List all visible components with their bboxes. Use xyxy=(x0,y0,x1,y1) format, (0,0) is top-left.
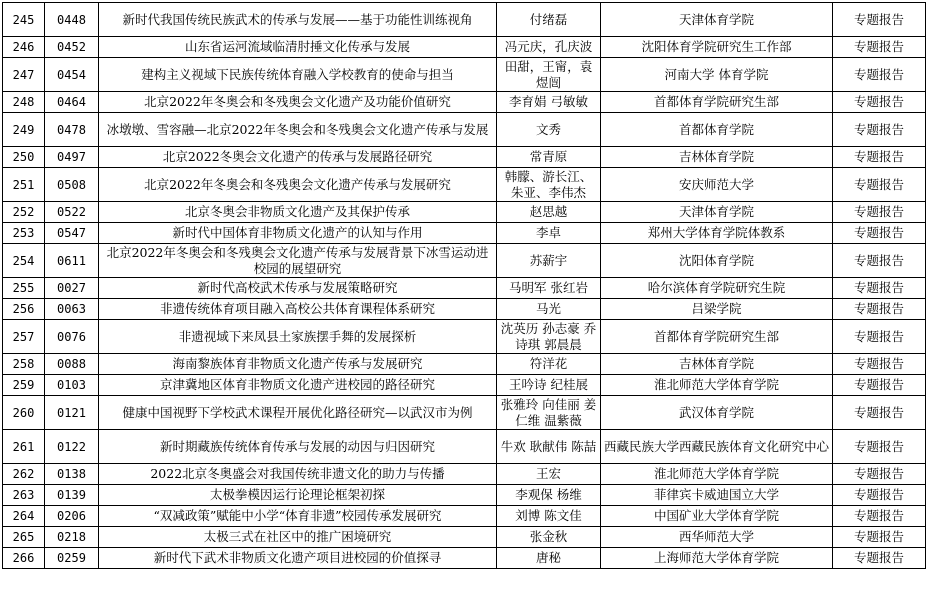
institution-cell: 吉林体育学院 xyxy=(601,147,833,168)
report-type-cell: 专题报告 xyxy=(833,3,926,37)
institution-cell: 安庆师范大学 xyxy=(601,168,833,202)
row-number-cell: 264 xyxy=(3,506,45,527)
row-number-cell: 261 xyxy=(3,430,45,464)
report-type-cell: 专题报告 xyxy=(833,320,926,354)
paper-id-cell: 0452 xyxy=(45,37,99,58)
table-row xyxy=(3,58,926,92)
institution-cell: 武汉体育学院 xyxy=(601,396,833,430)
report-type-cell: 专题报告 xyxy=(833,299,926,320)
row-number-cell: 260 xyxy=(3,396,45,430)
report-type-cell: 专题报告 xyxy=(833,375,926,396)
paper-id-cell: 0508 xyxy=(45,168,99,202)
report-type-cell: 专题报告 xyxy=(833,485,926,506)
author-cell: 沈英历 孙志豪 乔诗琪 郭晨晨 xyxy=(497,320,601,354)
row-number-cell: 262 xyxy=(3,464,45,485)
paper-id-cell: 0478 xyxy=(45,113,99,147)
author-cell: 唐秘 xyxy=(497,548,601,569)
paper-title-cell: 山东省运河流域临清肘捶文化传承与发展 xyxy=(99,37,497,58)
row-number-cell: 255 xyxy=(3,278,45,299)
paper-title-cell: 新时代中国体育非物质文化遗产的认知与作用 xyxy=(99,223,497,244)
paper-id-cell: 0122 xyxy=(45,430,99,464)
paper-title-cell: 海南黎族体育非物质文化遗产传承与发展研究 xyxy=(99,354,497,375)
paper-id-cell: 0139 xyxy=(45,485,99,506)
institution-cell: 吉林体育学院 xyxy=(601,354,833,375)
institution-cell: 西藏民族大学西藏民族体育文化研究中心 xyxy=(601,430,833,464)
paper-title-cell: 太极三式在社区中的推广困境研究 xyxy=(99,527,497,548)
author-cell: 符洋花 xyxy=(497,354,601,375)
paper-title-cell: 北京2022冬奥会文化遗产的传承与发展路径研究 xyxy=(99,147,497,168)
institution-cell: 沈阳体育学院研究生工作部 xyxy=(601,37,833,58)
table-row xyxy=(3,168,926,202)
author-cell: 王宏 xyxy=(497,464,601,485)
institution-cell: 首都体育学院研究生部 xyxy=(601,92,833,113)
institution-cell: 郑州大学体育学院体教系 xyxy=(601,223,833,244)
paper-title-cell: 建构主义视域下民族传统体育融入学校教育的使命与担当 xyxy=(99,58,497,92)
report-type-cell: 专题报告 xyxy=(833,396,926,430)
report-type-cell: 专题报告 xyxy=(833,527,926,548)
table-row xyxy=(3,527,926,548)
paper-title-cell: 太极拳模因运行论理论框架初探 xyxy=(99,485,497,506)
paper-id-cell: 0206 xyxy=(45,506,99,527)
report-type-cell: 专题报告 xyxy=(833,58,926,92)
author-cell: 田甜，王甯，袁煜闿 xyxy=(497,58,601,92)
paper-id-cell: 0076 xyxy=(45,320,99,354)
author-cell: 牛欢 耿献伟 陈喆 xyxy=(497,430,601,464)
row-number-cell: 265 xyxy=(3,527,45,548)
report-type-cell: 专题报告 xyxy=(833,168,926,202)
institution-cell: 首都体育学院 xyxy=(601,113,833,147)
institution-cell: 天津体育学院 xyxy=(601,3,833,37)
paper-title-cell: 2022北京冬奥盛会对我国传统非遗文化的助力与传播 xyxy=(99,464,497,485)
institution-cell: 沈阳体育学院 xyxy=(601,244,833,278)
paper-title-cell: 冰墩墩、雪容融—北京2022年冬奥会和冬残奥会文化遗产传承与发展 xyxy=(99,113,497,147)
table-row xyxy=(3,320,926,354)
row-number-cell: 245 xyxy=(3,3,45,37)
report-type-cell: 专题报告 xyxy=(833,37,926,58)
row-number-cell: 257 xyxy=(3,320,45,354)
row-number-cell: 253 xyxy=(3,223,45,244)
paper-id-cell: 0547 xyxy=(45,223,99,244)
table-row xyxy=(3,223,926,244)
report-type-cell: 专题报告 xyxy=(833,278,926,299)
paper-id-cell: 0218 xyxy=(45,527,99,548)
report-type-cell: 专题报告 xyxy=(833,92,926,113)
paper-id-cell: 0522 xyxy=(45,202,99,223)
paper-id-cell: 0611 xyxy=(45,244,99,278)
paper-title-cell: 京津冀地区体育非物质文化遗产进校园的路径研究 xyxy=(99,375,497,396)
row-number-cell: 263 xyxy=(3,485,45,506)
paper-title-cell: 北京冬奥会非物质文化遗产及其保护传承 xyxy=(99,202,497,223)
author-cell: 赵思越 xyxy=(497,202,601,223)
institution-cell: 吕梁学院 xyxy=(601,299,833,320)
table-row xyxy=(3,506,926,527)
paper-id-cell: 0103 xyxy=(45,375,99,396)
row-number-cell: 259 xyxy=(3,375,45,396)
report-type-cell: 专题报告 xyxy=(833,202,926,223)
author-cell: 常青原 xyxy=(497,147,601,168)
row-number-cell: 252 xyxy=(3,202,45,223)
row-number-cell: 254 xyxy=(3,244,45,278)
author-cell: 马光 xyxy=(497,299,601,320)
paper-title-cell: 健康中国视野下学校武术课程开展优化路径研究—以武汉市为例 xyxy=(99,396,497,430)
paper-id-cell: 0063 xyxy=(45,299,99,320)
paper-title-cell: 新时代高校武术传承与发展策略研究 xyxy=(99,278,497,299)
paper-id-cell: 0088 xyxy=(45,354,99,375)
institution-cell: 中国矿业大学体育学院 xyxy=(601,506,833,527)
author-cell: 文秀 xyxy=(497,113,601,147)
row-number-cell: 258 xyxy=(3,354,45,375)
row-number-cell: 249 xyxy=(3,113,45,147)
paper-title-cell: 北京2022年冬奥会和冬残奥会文化遗产传承与发展背景下冰雪运动进校园的展望研究 xyxy=(99,244,497,278)
author-cell: 韩朦、游长江、朱亚、李伟杰 xyxy=(497,168,601,202)
author-cell: 苏薪宇 xyxy=(497,244,601,278)
report-type-cell: 专题报告 xyxy=(833,147,926,168)
paper-id-cell: 0454 xyxy=(45,58,99,92)
report-type-cell: 专题报告 xyxy=(833,223,926,244)
table-row xyxy=(3,244,926,278)
report-type-cell: 专题报告 xyxy=(833,506,926,527)
table-row xyxy=(3,37,926,58)
table-row xyxy=(3,464,926,485)
paper-title-cell: 北京2022年冬奥会和冬残奥会文化遗产传承与发展研究 xyxy=(99,168,497,202)
table-row xyxy=(3,202,926,223)
report-type-cell: 专题报告 xyxy=(833,244,926,278)
paper-id-cell: 0497 xyxy=(45,147,99,168)
paper-title-cell: 北京2022年冬奥会和冬残奥会文化遗产及功能价值研究 xyxy=(99,92,497,113)
author-cell: 李卓 xyxy=(497,223,601,244)
institution-cell: 淮北师范大学体育学院 xyxy=(601,464,833,485)
author-cell: 张雅玲 向佳丽 姜仁维 温紫薇 xyxy=(497,396,601,430)
table-row xyxy=(3,147,926,168)
institution-cell: 淮北师范大学体育学院 xyxy=(601,375,833,396)
row-number-cell: 246 xyxy=(3,37,45,58)
table-body xyxy=(3,3,926,569)
paper-id-cell: 0121 xyxy=(45,396,99,430)
row-number-cell: 248 xyxy=(3,92,45,113)
table-row xyxy=(3,92,926,113)
institution-cell: 首都体育学院研究生部 xyxy=(601,320,833,354)
table-row xyxy=(3,113,926,147)
report-type-cell: 专题报告 xyxy=(833,548,926,569)
table-row xyxy=(3,396,926,430)
row-number-cell: 256 xyxy=(3,299,45,320)
paper-id-cell: 0464 xyxy=(45,92,99,113)
author-cell: 张金秋 xyxy=(497,527,601,548)
author-cell: 李观保 杨维 xyxy=(497,485,601,506)
row-number-cell: 266 xyxy=(3,548,45,569)
institution-cell: 河南大学 体育学院 xyxy=(601,58,833,92)
report-type-cell: 专题报告 xyxy=(833,430,926,464)
author-cell: 马明军 张红岩 xyxy=(497,278,601,299)
institution-cell: 菲律宾卡威迪国立大学 xyxy=(601,485,833,506)
author-cell: 冯元庆，孔庆波 xyxy=(497,37,601,58)
institution-cell: 上海师范大学体育学院 xyxy=(601,548,833,569)
report-table xyxy=(2,2,926,569)
author-cell: 刘博 陈文佳 xyxy=(497,506,601,527)
report-type-cell: 专题报告 xyxy=(833,113,926,147)
author-cell: 李育娟 弓敏敏 xyxy=(497,92,601,113)
paper-id-cell: 0259 xyxy=(45,548,99,569)
paper-title-cell: 新时期藏族传统体育传承与发展的动因与归因研究 xyxy=(99,430,497,464)
institution-cell: 西华师范大学 xyxy=(601,527,833,548)
author-cell: 付绪磊 xyxy=(497,3,601,37)
table-row xyxy=(3,430,926,464)
table-row xyxy=(3,485,926,506)
paper-id-cell: 0138 xyxy=(45,464,99,485)
paper-title-cell: 非遗传统体育项目融入高校公共体育课程体系研究 xyxy=(99,299,497,320)
paper-title-cell: 新时代我国传统民族武术的传承与发展——基于功能性训练视角 xyxy=(99,3,497,37)
table-row xyxy=(3,375,926,396)
row-number-cell: 250 xyxy=(3,147,45,168)
institution-cell: 哈尔滨体育学院研究生院 xyxy=(601,278,833,299)
row-number-cell: 247 xyxy=(3,58,45,92)
table-row xyxy=(3,354,926,375)
author-cell: 王吟诗 纪桂展 xyxy=(497,375,601,396)
table-row xyxy=(3,3,926,37)
table-row xyxy=(3,548,926,569)
paper-title-cell: 非遗视域下来凤县土家族摆手舞的发展探析 xyxy=(99,320,497,354)
paper-title-cell: 新时代下武术非物质文化遗产项目进校园的价值探寻 xyxy=(99,548,497,569)
table-row xyxy=(3,299,926,320)
row-number-cell: 251 xyxy=(3,168,45,202)
paper-id-cell: 0027 xyxy=(45,278,99,299)
report-type-cell: 专题报告 xyxy=(833,464,926,485)
paper-title-cell: “双减政策”赋能中小学“体育非遗”校园传承发展研究 xyxy=(99,506,497,527)
paper-id-cell: 0448 xyxy=(45,3,99,37)
report-type-cell: 专题报告 xyxy=(833,354,926,375)
table-row xyxy=(3,278,926,299)
institution-cell: 天津体育学院 xyxy=(601,202,833,223)
